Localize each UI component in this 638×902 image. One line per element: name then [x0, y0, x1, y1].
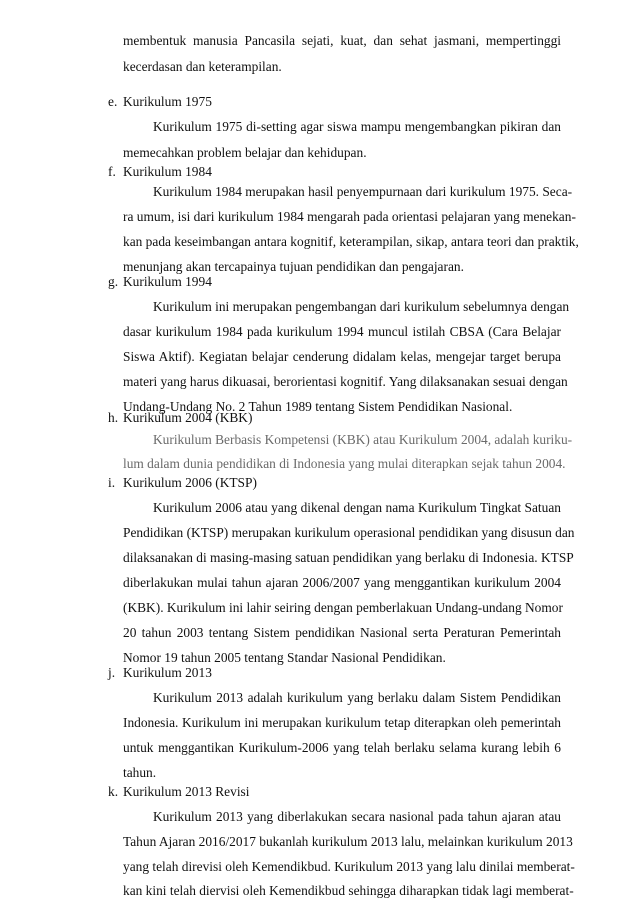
section-heading: Kurikulum 2013	[123, 665, 212, 680]
paragraph-line: Undang-Undang No. 2 Tahun 1989 tentang Sistem Pendidikan Nasional.	[123, 399, 513, 414]
paragraph-line: ra umum, isi dari kurikulum 1984 mengarah pada orientasi pelajaran yang menekan-	[123, 209, 576, 224]
paragraph-line: Tahun Ajaran 2016/2017 bukanlah kurikulum 2013 lalu, melainkan kurikulum 2013	[123, 834, 573, 849]
paragraph-line: memecahkan problem belajar dan kehidupan.	[123, 145, 367, 160]
list-marker: f.	[108, 164, 116, 179]
paragraph-line: materi yang harus dikuasai, berorientasi kognitif. Yang dilaksanakan sesuai dengan	[123, 374, 568, 389]
paragraph-line: Indonesia. Kurikulum ini merupakan kurikulum tetap diterapkan oleh pemerintah	[123, 715, 561, 730]
paragraph-line: Kurikulum ini merupakan pengembangan dari kurikulum sebelumnya dengan	[153, 299, 570, 314]
paragraph-line: diberlakukan mulai tahun ajaran 2006/2007 yang menggantikan kurikulum 2004	[123, 575, 561, 590]
paragraph-line: yang telah direvisi oleh Kemendikbud. Kurikulum 2013 yang lalu dinilai memberat-	[123, 859, 575, 874]
section-heading: Kurikulum 1994	[123, 274, 212, 289]
paragraph-line: lum dalam dunia pendidikan di Indonesia yang mulai diterapkan sejak tahun 2004.	[123, 456, 566, 471]
paragraph-line: Kurikulum 2006 atau yang dikenal dengan nama Kurikulum Tingkat Satuan	[153, 500, 561, 515]
paragraph-line: Kurikulum 2013 yang diberlakukan secara nasional pada tahun ajaran atau	[153, 809, 561, 824]
list-marker: g.	[108, 274, 119, 289]
section-heading: Kurikulum 2004 (KBK)	[123, 410, 253, 425]
paragraph-line: Kurikulum 1984 merupakan hasil penyempurnaan dari kurikulum 1975. Seca-	[153, 184, 573, 199]
section-heading: Kurikulum 2006 (KTSP)	[123, 475, 257, 490]
paragraph-line: menunjang akan tercapainya tujuan pendidikan dan pengajaran.	[123, 259, 464, 274]
list-marker: j.	[108, 665, 116, 680]
paragraph-line: Nomor 19 tahun 2005 tentang Standar Nasional Pendidikan.	[123, 650, 446, 665]
paragraph-line: kan pada keseimbangan antara kognitif, keterampilan, sikap, antara teori dan praktik,	[123, 234, 579, 249]
paragraph-line: kecerdasan dan keterampilan.	[123, 59, 282, 74]
paragraph-line: 20 tahun 2003 tentang Sistem pendidikan Nasional serta Peraturan Pemerintah	[123, 625, 561, 640]
paragraph-line: untuk menggantikan Kurikulum-2006 yang telah berlaku selama kurang lebih 6	[123, 740, 561, 755]
paragraph-line: dilaksanakan di masing-masing satuan pendidikan yang berlaku di Indonesia. KTSP	[123, 550, 574, 565]
list-marker: k.	[108, 784, 119, 799]
paragraph-line: Siswa Aktif). Kegiatan belajar cenderung didalam kelas, mengejar target berupa	[123, 349, 561, 364]
section-heading: Kurikulum 1975	[123, 94, 212, 109]
paragraph-line: Kurikulum 2013 adalah kurikulum yang berlaku dalam Sistem Pendidikan	[153, 690, 561, 705]
list-marker: e.	[108, 94, 118, 109]
paragraph-line: Kurikulum 1975 di-setting agar siswa mampu mengembangkan pikiran dan	[153, 119, 561, 134]
paragraph-line: Pendidikan (KTSP) merupakan kurikulum operasional pendidikan yang disusun dan	[123, 525, 575, 540]
list-marker: h.	[108, 410, 119, 425]
section-heading: Kurikulum 1984	[123, 164, 212, 179]
paragraph-line: tahun.	[123, 765, 157, 780]
list-marker: i.	[108, 475, 116, 490]
paragraph-line: dasar kurikulum 1984 pada kurikulum 1994 muncul istilah CBSA (Cara Belajar	[123, 324, 561, 339]
paragraph-line: membentuk manusia Pancasila sejati, kuat, dan sehat jasmani, mempertinggi	[123, 33, 561, 48]
paragraph-line: (KBK). Kurikulum ini lahir seiring dengan pemberlakuan Undang-undang Nomor	[123, 600, 563, 615]
paragraph-line: Kurikulum Berbasis Kompetensi (KBK) atau Kurikulum 2004, adalah kuriku-	[153, 432, 573, 447]
paragraph-line: kan kini telah diervisi oleh Kemendikbud sehingga diharapkan tidak lagi memberat-	[123, 883, 574, 898]
section-heading: Kurikulum 2013 Revisi	[123, 784, 250, 799]
